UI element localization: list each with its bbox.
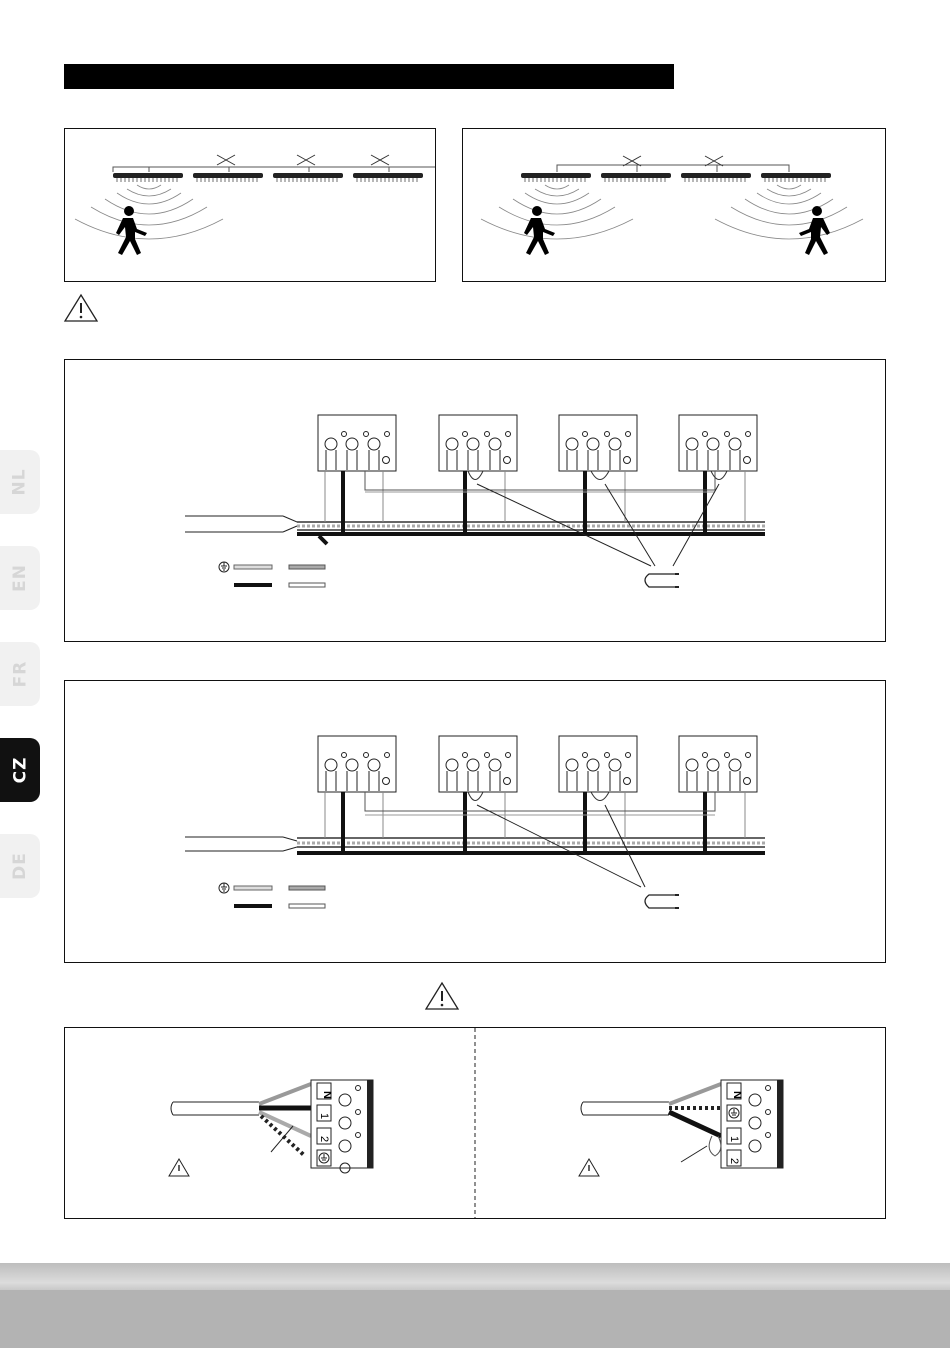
- connection-line: [113, 167, 435, 172]
- jumper-wire-icon: [468, 471, 727, 480]
- callout-arrow: [681, 1146, 707, 1162]
- language-tab-fr[interactable]: [0, 642, 40, 706]
- language-tab-cz[interactable]: [0, 738, 40, 802]
- bus-wires: [297, 522, 765, 544]
- terminal-block: [721, 1080, 783, 1168]
- section-heading-bar: [64, 64, 674, 89]
- language-tab-label: FR: [9, 660, 30, 688]
- terminal-block: [559, 736, 637, 792]
- language-tab-label: NL: [10, 468, 30, 496]
- footer-highlight: [0, 1263, 950, 1291]
- connector-detail-panel: [64, 1027, 886, 1219]
- language-tab-label: EN: [10, 564, 30, 592]
- disabled-sensor-cross-icon: [217, 155, 389, 165]
- mains-cable: [581, 1102, 669, 1115]
- terminal-block: [439, 736, 517, 792]
- single-sensor-panel: [64, 128, 436, 282]
- warning-triangle-icon: [579, 1159, 599, 1176]
- warning-triangle-icon: [169, 1159, 189, 1176]
- warning-triangle-icon: [424, 981, 460, 1011]
- language-tab-label: CZ: [10, 756, 30, 784]
- cable-wires: [259, 1084, 311, 1156]
- earth-ground-icon: [219, 883, 229, 893]
- terminal-block: [679, 736, 757, 792]
- terminal-label-1: 1: [728, 1136, 740, 1143]
- footer-bar: [0, 1290, 950, 1348]
- bus-wires: [297, 838, 765, 853]
- language-tab-label: DE: [9, 852, 30, 880]
- terminal-label-n: N: [731, 1091, 743, 1099]
- mains-cable: [185, 837, 297, 851]
- jumper-wire-icon: [645, 895, 679, 908]
- connection-line: [557, 165, 789, 172]
- terminal-block: [679, 415, 757, 471]
- terminal-label-2: 2: [318, 1136, 330, 1143]
- wiring-diagram-parallel: [64, 680, 886, 963]
- language-tab-en[interactable]: [0, 546, 40, 610]
- jumper-wire-icon: [709, 1136, 721, 1156]
- walking-person-icon: [799, 206, 830, 255]
- luminaire-row: [521, 173, 831, 178]
- dual-sensor-panel: [462, 128, 886, 282]
- terminal-label-n: N: [321, 1091, 333, 1099]
- terminal-block: [311, 1080, 373, 1173]
- terminal-block: [439, 415, 517, 471]
- luminaire-led-ticks: [117, 178, 417, 182]
- wire-legend: [219, 883, 325, 908]
- terminal-block: [318, 736, 396, 792]
- detection-waves: [75, 185, 223, 239]
- wiring-diagram-sensor-link: [64, 359, 886, 642]
- cable-wires: [669, 1084, 721, 1136]
- earth-ground-icon: [219, 562, 229, 572]
- terminal-block: [559, 415, 637, 471]
- jumper-wire-icon: [645, 574, 679, 587]
- terminal-label-2: 2: [728, 1158, 740, 1165]
- terminal-label-1: 1: [318, 1113, 330, 1120]
- language-tab-nl[interactable]: [0, 450, 40, 514]
- language-tab-de[interactable]: [0, 834, 40, 898]
- mains-cable: [171, 1102, 259, 1115]
- wire-legend: [219, 562, 325, 587]
- terminal-block: [318, 415, 396, 471]
- luminaire-row: [113, 173, 423, 178]
- warning-triangle-icon: [63, 293, 99, 323]
- jumper-wire-icon: [468, 792, 609, 801]
